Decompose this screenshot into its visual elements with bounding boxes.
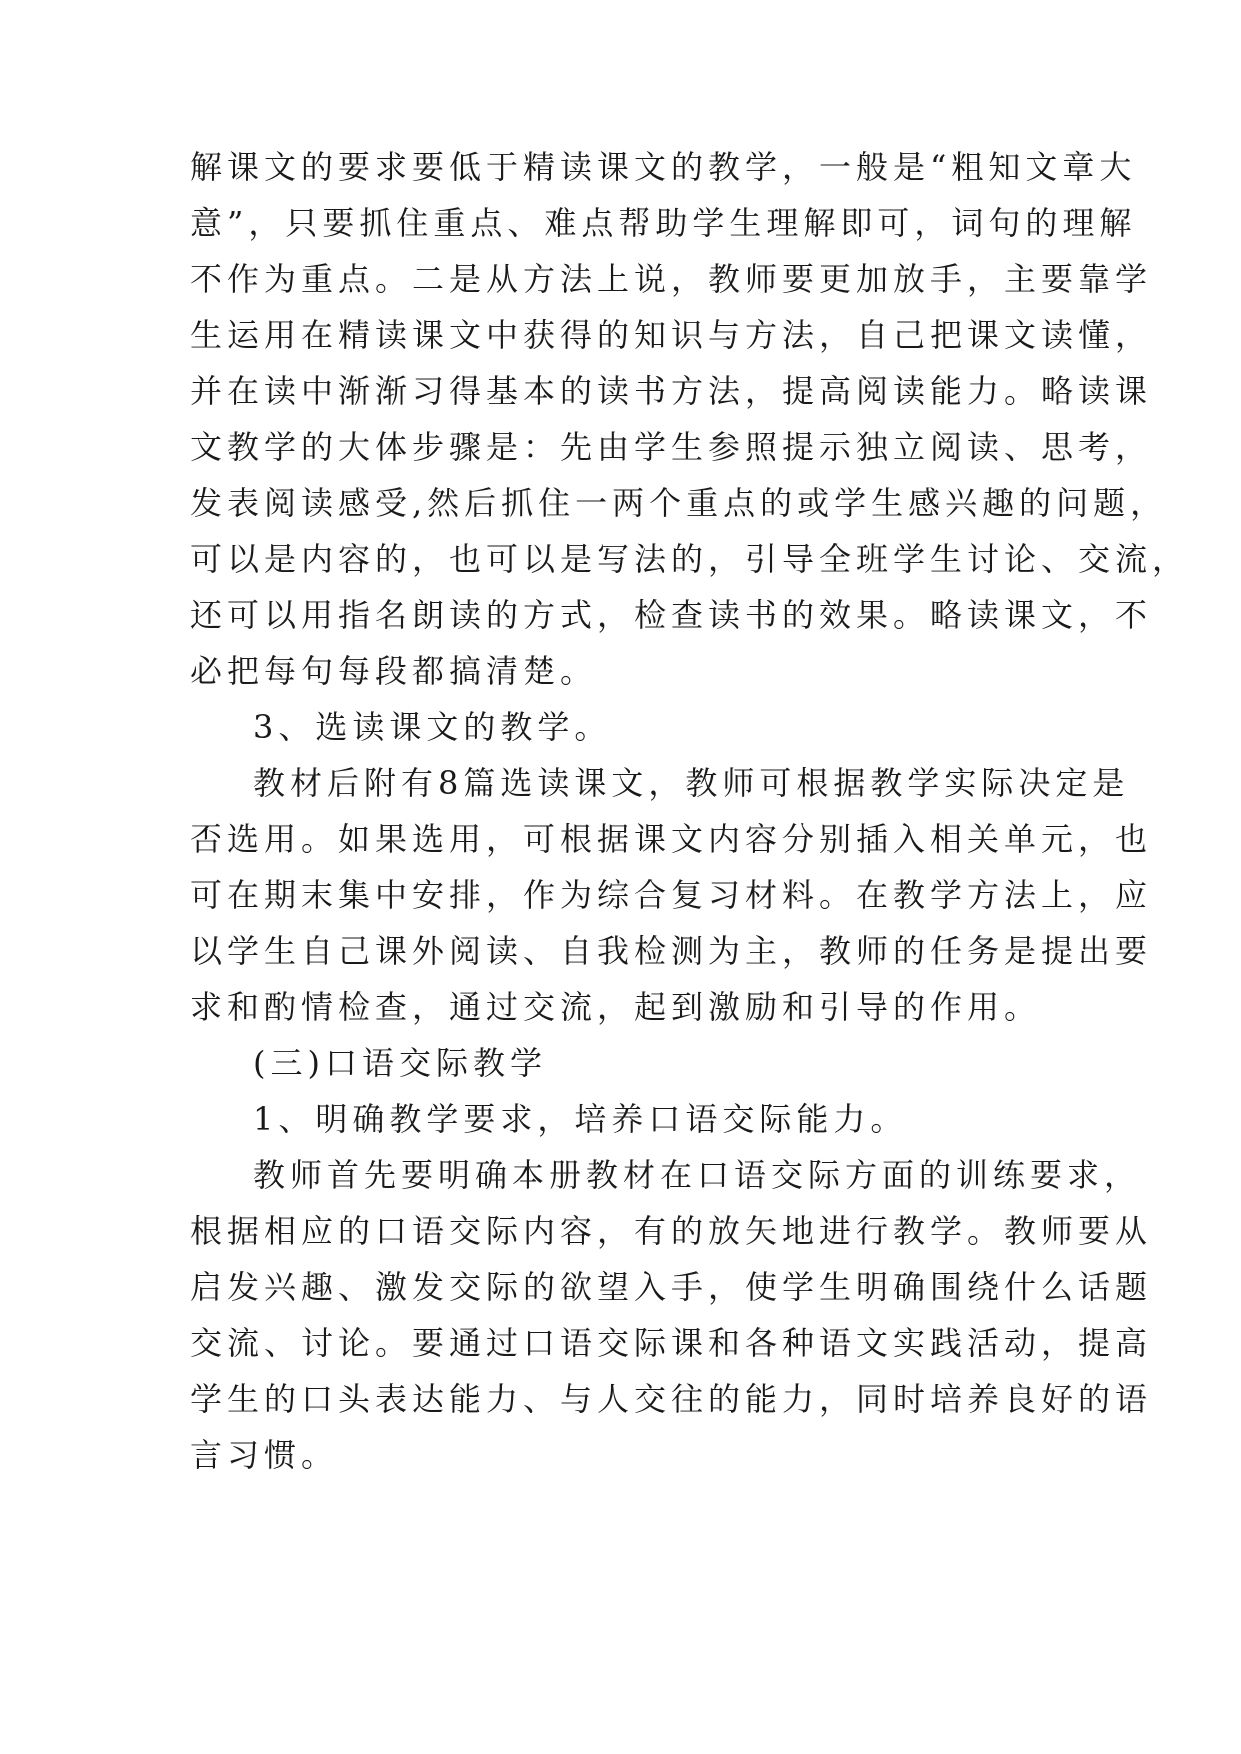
text-line: 根据相应的口语交际内容，有的放矢地进行教学。教师要从 [190, 1212, 1153, 1250]
text-line: 并在读中渐渐习得基本的读书方法，提高阅读能力。略读课 [190, 372, 1153, 410]
text-line: 文教学的大体步骤是：先由学生参照提示独立阅读、思考， [190, 428, 1153, 466]
text-line: 交流、讨论。要通过口语交际课和各种语文实践活动，提高 [190, 1324, 1153, 1362]
text-line: 还可以用指名朗读的方式，检查读书的效果。略读课文，不 [190, 596, 1153, 634]
text-line: 可以是内容的，也可以是写法的，引导全班学生讨论、交流， [190, 540, 1190, 578]
text-line: 生运用在精读课文中获得的知识与方法，自己把课文读懂， [190, 316, 1153, 354]
text-line: 言习惯。 [190, 1436, 339, 1474]
text-line: 以学生自己课外阅读、自我检测为主，教师的任务是提出要 [190, 932, 1153, 970]
section-heading: 3、选读课文的教学。 [253, 708, 612, 746]
text-line: 必把每句每段都搞清楚。 [190, 652, 598, 690]
text-line: 可在期末集中安排，作为综合复习材料。在教学方法上，应 [190, 876, 1153, 914]
text-line: 不作为重点。二是从方法上说，教师要更加放手，主要靠学 [190, 260, 1153, 298]
text-line: 意”，只要抓住重点、难点帮助学生理解即可，词句的理解 [190, 204, 1137, 242]
section-heading: (三)口语交际教学 [253, 1044, 547, 1082]
text-line: 教师首先要明确本册教材在口语交际方面的训练要求， [253, 1156, 1142, 1194]
text-line: 求和酌情检查，通过交流，起到激励和引导的作用。 [190, 988, 1042, 1026]
text-line: 启发兴趣、激发交际的欲望入手，使学生明确围绕什么话题 [190, 1268, 1153, 1306]
text-line: 学生的口头表达能力、与人交往的能力，同时培养良好的语 [190, 1380, 1153, 1418]
text-line: 教材后附有8篇选读课文，教师可根据教学实际决定是 [253, 764, 1130, 802]
section-heading: 1、明确教学要求，培养口语交际能力。 [253, 1100, 908, 1138]
text-line: 发表阅读感受,然后抓住一两个重点的或学生感兴趣的问题， [190, 484, 1168, 522]
text-line: 解课文的要求要低于精读课文的教学，一般是“粗知文章大 [190, 148, 1137, 186]
text-line: 否选用。如果选用，可根据课文内容分别插入相关单元，也 [190, 820, 1153, 858]
